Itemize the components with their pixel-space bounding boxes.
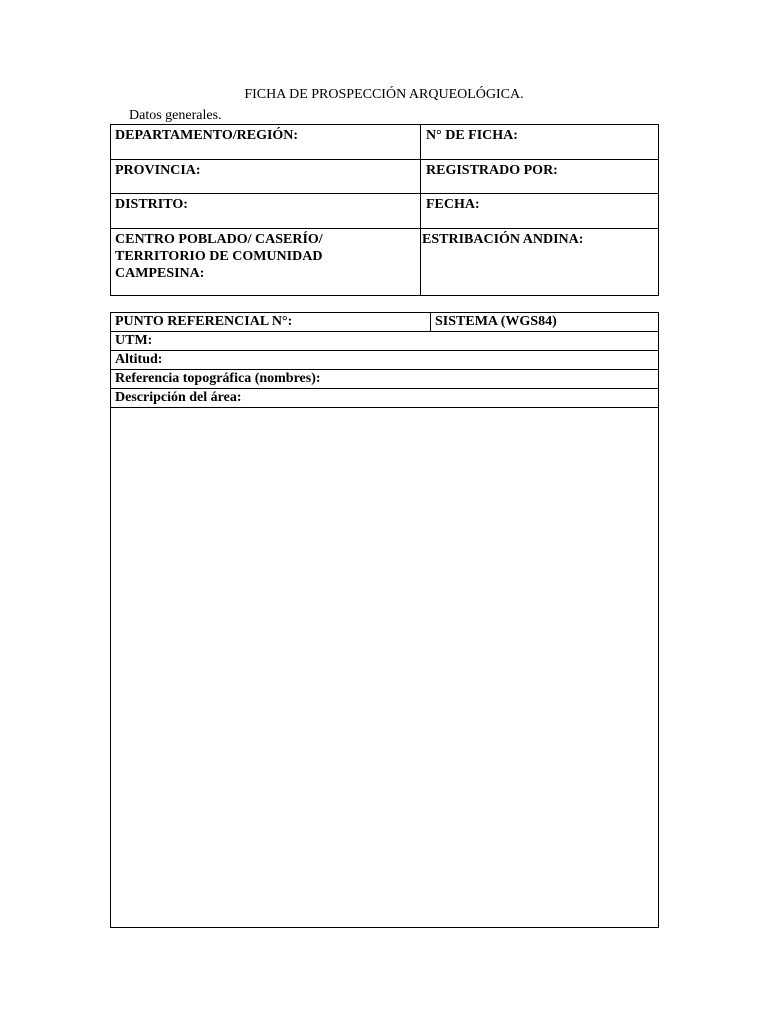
field-label-fecha: FECHA:	[426, 197, 480, 212]
field-label-estribacion: ESTRIBACIÓN ANDINA:	[422, 231, 584, 247]
general-data-table	[110, 124, 659, 296]
field-label-distrito: DISTRITO:	[115, 197, 188, 212]
field-fecha[interactable]	[421, 194, 659, 229]
field-label-altitud: Altitud:	[115, 352, 163, 367]
section-label-datos-generales: Datos generales.	[129, 108, 222, 123]
table-row	[111, 228, 659, 295]
field-altitud[interactable]	[111, 351, 659, 370]
field-punto-referencial[interactable]	[111, 313, 431, 332]
field-estribacion[interactable]	[421, 228, 659, 295]
table-row	[111, 408, 659, 928]
reference-point-table	[110, 312, 659, 928]
descripcion-area-input[interactable]	[111, 408, 659, 928]
table-row	[111, 194, 659, 229]
field-label-sistema: SISTEMA (WGS84)	[435, 314, 557, 329]
field-sistema[interactable]	[431, 313, 659, 332]
field-provincia[interactable]	[111, 159, 421, 194]
field-distrito[interactable]	[111, 194, 421, 229]
field-label-utm: UTM:	[115, 333, 153, 348]
field-ficha[interactable]	[421, 125, 659, 160]
field-label-centro-line3: CAMPESINA:	[115, 265, 205, 281]
field-label-centro-line1: CENTRO POBLADO/ CASERÍO/	[115, 231, 323, 247]
table-row	[111, 125, 659, 160]
field-label-provincia: PROVINCIA:	[115, 162, 201, 178]
field-label-referencia: Referencia topográfica (nombres):	[115, 371, 321, 386]
table-row	[111, 159, 659, 194]
field-departamento[interactable]	[111, 125, 421, 160]
table-row	[111, 313, 659, 332]
field-registrado[interactable]	[421, 159, 659, 194]
table-row	[111, 351, 659, 370]
table-row	[111, 389, 659, 408]
field-descripcion-label	[111, 389, 659, 408]
field-referencia-topografica[interactable]	[111, 370, 659, 389]
field-label-centro-line2: TERRITORIO DE COMUNIDAD	[115, 248, 323, 264]
table-row	[111, 332, 659, 351]
field-label-ficha: N° DE FICHA:	[426, 128, 518, 143]
field-label-departamento: DEPARTAMENTO/REGIÓN:	[115, 128, 299, 143]
table-row	[111, 370, 659, 389]
field-label-descripcion: Descripción del área:	[115, 390, 242, 405]
field-centro-poblado[interactable]	[111, 228, 421, 295]
field-label-punto: PUNTO REFERENCIAL N°:	[115, 314, 293, 329]
field-label-registrado: REGISTRADO POR:	[426, 162, 558, 178]
field-utm[interactable]	[111, 332, 659, 351]
page-title: FICHA DE PROSPECCIÓN ARQUEOLÓGICA.	[244, 87, 524, 102]
